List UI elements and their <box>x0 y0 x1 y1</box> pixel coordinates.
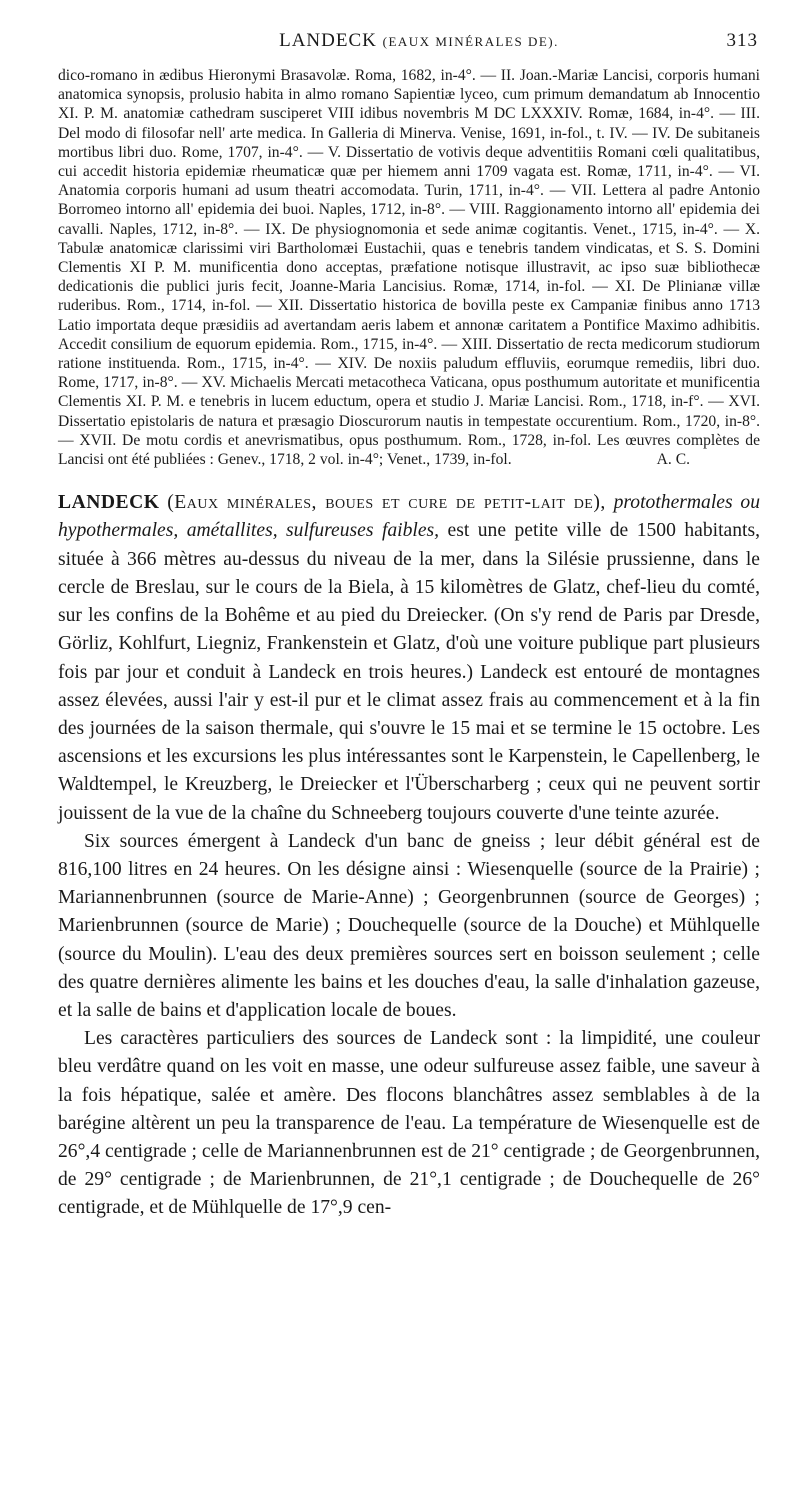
running-head <box>58 30 760 66</box>
article-headword: LANDECK <box>58 492 160 514</box>
running-head-subtitle: (EAUX MINÉRALES DE). <box>382 34 559 49</box>
article-paragraph-2: Six sources émergent à Landeck d'un banc de gneiss ; leur débit général est de 816,100 litres en 24 heures. On les désigne ainsi : Wiesenquelle (source de la Prairie) ; Mariannenbrunnen (source de Marie-Anne) ; Georgenbrunnen (source de Georges) ; Marienbrunnen (source de Marie) ; Douchequelle (source de la Douche) et Mühlquelle (source du Moulin). L'eau des deux premières sources sert en boisson seulement ; celle des quatre dernières alimente les bains et les douches d'eau, la salle d'inhalation gazeuse, et la salle de bains et d'application locale de boues. <box>58 830 760 1021</box>
article-paragraph-3: Les caractères particuliers des sources de Landeck sont : la limpidité, une couleur bleu verdâtre quand on les voit en masse, une odeur sulfureuse assez faible, une saveur à la fois hépatique, salée et amère. Des flocons blanchâtres assez semblables à de la barégine altèrent un peu la transparence de l'eau. La température de Wiesenquelle est de 26°,4 centigrade ; celle de Mariannenbrunnen est de 21° centigrade ; de Georgenbrunnen, de 29° centigrade ; de Marienbrunnen, de 21°,1 centigrade ; de Douchequelle de 26° centigrade, et de Mühlquelle de 17°,9 cen- <box>58 1028 760 1219</box>
running-head-main: LANDECK <box>279 30 377 51</box>
article-head-qualifier: (Eaux minérales, boues et cure de petit-lait de), <box>167 492 606 514</box>
page-number: 313 <box>726 30 758 51</box>
article-paragraph-1-text: est une petite ville de 1500 habitants, située à 366 mètres au-dessus du niveau de la mer, dans la Silésie prussienne, dans le cercle de Breslau, sur le cours de la Biela, à 15 kilomètres de Glatz, chef-lieu du comté, sur les confins de la Bohême et au pied du Dreiecker. (On s'y rend de Paris par Dresde, Görliz, Kohlfurt, Liegniz, Frankenstein et Glatz, d'où une voiture publique part plusieurs fois par jour et conduit à Landeck en trois heures.) Landeck est entouré de montagnes assez élevées, aussi l'air y est-il pur et le climat assez frais au commencement et à la fin des journées de la saison thermale, qui s'ouvre le 15 mai et se termine le 15 octobre. Les ascensions et les excursions les plus intéressantes sont le Karpenstein, le Capellenberg, le Waldtempel, le Kreuzberg, le Dreiecker et l'Überscharberg ; ceux qui ne peuvent sortir jouissent de la vue de la chaîne du Schneeberg toujours couverte d'une teinte azurée. <box>58 520 760 824</box>
article-head-class: protothermales ou hypothermales, amétallites, sulfureuses faibles, <box>58 492 760 542</box>
bibliography-author: A. C. <box>656 451 690 469</box>
article-paragraph-1 <box>58 489 760 827</box>
article-body <box>58 489 760 1222</box>
bibliography-text: dico-romano in ædibus Hieronymi Brasavolæ. Roma, 1682, in-4°. — II. Joan.-Mariæ Lancisi, corporis humani anatomica synopsis, prolusio habita in almo romano Sapientiæ lyceo, cum primum demandatum ab Innocentio XI. P. M. anatomiæ cathedram susciperet VIII idibus novembris M DC LXXXIV. Romæ, 1684, in-4°. — III. Del modo di filosofar nell' arte medica. In Galleria di Minerva. Venise, 1691, in-fol., t. IV. — IV. De subitaneis mortibus libri duo. Rome, 1707, in-4°. — V. Dissertatio de votivis deque adventitiis Romani cœli qualitatibus, cui accedit historia epidemiæ rheumaticæ quæ per hiemem anni 1709 vagata est. Romæ, 1711, in-4°. — VI. Anatomia corporis humani ad usum theatri accomodata. Turin, 1711, in-4°. — VII. Lettera al padre Antonio Borromeo intorno all' epidemia dei buoi. Naples, 1712, in-8°. — VIII. Raggionamento intorno all' epidemia dei cavalli. Naples, 1712, in-8°. — IX. De physiognomonia et sede animæ cogitantis. Venet., 1715, in-4°. — X. Tabulæ anatomicæ clarissimi viri Bartholomæi Eustachii, quas e tenebris tandem vindicatas, et S. S. Domini Clementis XI P. M. munificentia dono acceptas, præfatione notisque illustravit, ac ipso suæ bibliothecæ dedicationis die publici juris fecit, Joanne-Maria Lancisius. Romæ, 1714, in-fol. — XI. De Plinianæ villæ ruderibus. Rom., 1714, in-fol. — XII. Dissertatio historica de bovilla peste ex Campaniæ finibus anno 1713 Latio importata deque præsidiis ad avertandam aeris labem et annonæ caritatem a Pontifice Maximo adhibitis. Accedit consilium de equorum epidemia. Rom., 1715, in-4°. — XIII. Dissertatio de recta medicorum studiorum ratione instituenda. Rom., 1715, in-4°. — XIV. De noxiis paludum effluviis, eorumque remediis, libri duo. Rome, 1717, in-8°. — XV. Michaelis Mercati metacotheca Vaticana, opus posthumum autoritate et munificentia Clementis XI. P. M. e tenebris in lucem eductum, opera et studio J. Mariæ Lancisi. Rom., 1718, in-f°. — XVI. Dissertatio epistolaris de natura et præsagio Dioscurorum nautis in tempestate occurentium. Rom., 1720, in-8°. — XVII. De motu cordis et anevrismatibus, opus posthumum. Rom., 1728, in-fol. Les œuvres complètes de Lancisi ont été publiées : Genev., 1718, 2 vol. in-4°; Venet., 1739, in-fol. <box>58 67 760 469</box>
running-head-title <box>259 30 559 52</box>
bibliography-block <box>58 66 760 469</box>
